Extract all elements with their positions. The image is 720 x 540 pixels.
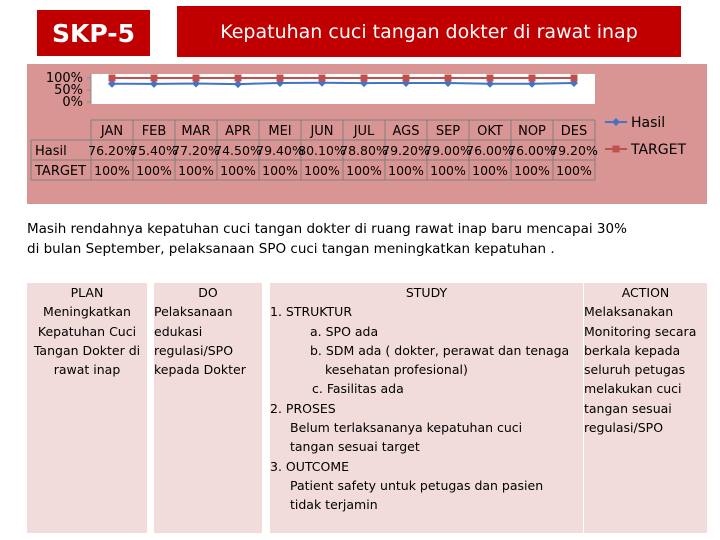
target-point (571, 75, 578, 82)
study-line: tangan sesuai target (290, 439, 420, 455)
do-line: edukasi (154, 323, 203, 339)
x-tick-label: MAR (181, 124, 211, 139)
data-label-target: 100% (94, 163, 130, 178)
study-line: a. SPO ada (310, 323, 379, 339)
data-label-target: 100% (178, 163, 214, 178)
study-line: Patient safety untuk petugas dan pasien (290, 477, 544, 493)
x-tick-label: JUL (353, 124, 375, 139)
data-label-hasil: 80.10% (298, 143, 346, 158)
target-point (193, 75, 200, 82)
action-line: Monitoring secara (584, 323, 697, 339)
table-series-name: Hasil (35, 144, 67, 159)
data-label-target: 100% (388, 163, 424, 178)
description-line: Masih rendahnya kepatuhan cuci tangan dokter di ruang rawat inap baru mencapai 30% (27, 221, 627, 237)
data-label-target: 100% (304, 163, 340, 178)
data-label-hasil: 74.50% (214, 143, 262, 158)
pdsa-table (27, 283, 707, 533)
data-label-hasil: 76.00% (466, 143, 514, 158)
plan-line: Kepatuhan Cuci (37, 323, 137, 339)
study-line: kesehatan profesional) (325, 362, 468, 378)
x-tick-label: DES (560, 124, 588, 139)
data-label-hasil: 79.40% (256, 143, 304, 158)
legend-label: Hasil (631, 115, 666, 131)
y-tick-label: 100% (45, 71, 83, 86)
study-line: c. Fasilitas ada (312, 381, 404, 397)
target-point (529, 75, 536, 82)
x-tick-label: AGS (392, 124, 420, 139)
target-point (319, 75, 326, 82)
action-header: ACTION (621, 285, 670, 300)
data-label-hasil: 79.20% (382, 143, 430, 158)
y-tick-label: 0% (62, 95, 83, 110)
do-header: DO (198, 285, 218, 300)
study-line: 2. PROSES (270, 400, 336, 416)
legend-marker (613, 146, 620, 153)
skp-code-badge: SKP-5 (37, 10, 150, 56)
target-point (445, 75, 452, 82)
data-label-target: 100% (136, 163, 172, 178)
x-tick-label: NOP (518, 124, 546, 139)
study-column (270, 283, 583, 533)
data-label-target: 100% (346, 163, 382, 178)
x-tick-label: OKT (477, 124, 503, 139)
target-point (487, 75, 494, 82)
plan-line: Meningkatkan (43, 304, 131, 320)
target-point (361, 75, 368, 82)
do-line: kepada Dokter (154, 362, 246, 378)
data-label-hasil: 79.00% (424, 143, 472, 158)
study-header: STUDY (405, 285, 448, 300)
target-point (109, 75, 116, 82)
data-label-target: 100% (262, 163, 298, 178)
plan-header: PLAN (70, 285, 104, 300)
data-label-hasil: 76.00% (508, 143, 556, 158)
action-line: tangan sesuai (584, 400, 672, 416)
target-point (235, 75, 242, 82)
data-label-target: 100% (430, 163, 466, 178)
data-label-hasil: 78.80% (340, 143, 388, 158)
data-label-target: 100% (220, 163, 256, 178)
action-column (584, 283, 707, 533)
do-line: Pelaksanaan (154, 304, 233, 320)
data-label-target: 100% (514, 163, 550, 178)
target-point (151, 75, 158, 82)
chart-panel (27, 64, 707, 204)
study-line: Belum terlaksananya kepatuhan cuci (290, 420, 523, 436)
x-tick-label: FEB (141, 124, 167, 139)
data-label-hasil: 79.20% (550, 143, 598, 158)
data-label-target: 100% (556, 163, 592, 178)
action-line: seluruh petugas (584, 362, 686, 378)
study-line: 1. STRUKTUR (270, 304, 353, 320)
data-label-hasil: 76.20% (88, 143, 136, 158)
page-title: Kepatuhan cuci tangan dokter di rawat inap (177, 6, 681, 57)
y-tick-label: 50% (54, 83, 83, 98)
target-point (277, 75, 284, 82)
x-tick-label: JUN (310, 124, 334, 139)
do-line: regulasi/SPO (154, 342, 234, 358)
do-column (154, 283, 262, 533)
series-line-hasil (112, 83, 574, 84)
legend-label: TARGET (631, 142, 687, 158)
data-label-hasil: 75.40% (130, 143, 178, 158)
plan-column (27, 283, 147, 533)
legend-marker (612, 118, 620, 126)
line-chart (27, 64, 707, 204)
x-tick-label: JAN (100, 124, 124, 139)
description-line: di bulan September, pelaksanaan SPO cuci tangan meningkatkan kepatuhan . (27, 241, 555, 257)
study-line: 3. OUTCOME (270, 458, 350, 474)
x-tick-label: MEI (268, 124, 292, 139)
action-line: regulasi/SPO (584, 420, 664, 436)
x-tick-label: APR (225, 124, 251, 139)
description (27, 219, 707, 259)
x-tick-label: SEP (435, 124, 461, 139)
study-line: tidak terjamin (290, 497, 378, 513)
study-line: b. SDM ada ( dokter, perawat dan tenaga (310, 342, 570, 358)
action-line: Melaksanakan (584, 304, 674, 320)
action-line: berkala kepada (584, 342, 681, 358)
action-line: melakukan cuci (584, 381, 682, 397)
table-series-name: TARGET (35, 164, 87, 179)
data-label-target: 100% (472, 163, 508, 178)
plan-line: Tangan Dokter di (33, 342, 141, 358)
plan-line: rawat inap (53, 362, 121, 378)
target-point (403, 75, 410, 82)
data-label-hasil: 77.20% (172, 143, 220, 158)
